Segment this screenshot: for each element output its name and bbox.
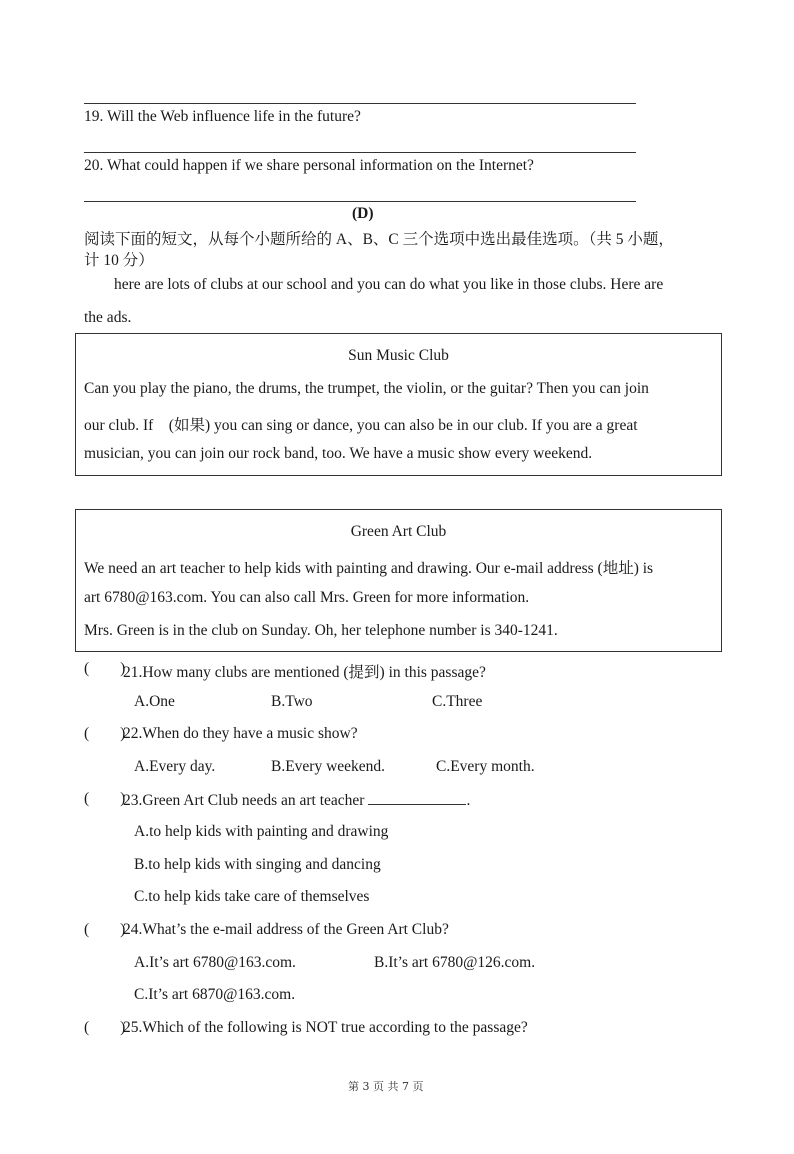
option-b[interactable]: B.Every weekend.: [271, 758, 386, 775]
page-number: 第 3 页 共 7 页: [348, 1080, 424, 1093]
option-c[interactable]: C.Every month.: [436, 758, 535, 775]
section-title: (D): [352, 205, 374, 222]
option-b[interactable]: B.It’s art 6780@126.com.: [374, 954, 536, 971]
option-b[interactable]: B.Two: [271, 693, 313, 710]
question-stem: 23.Green Art Club needs an art teacher: [123, 792, 365, 809]
answer-line[interactable]: [84, 152, 636, 153]
section-instruction: 阅读下面的短文，从每个小题所给的 A、B、C 三个选项中选出最佳选项。（共 5 小题，: [84, 231, 674, 248]
answer-bracket[interactable]: ( ): [84, 660, 126, 677]
question-stem: 22.When do they have a music show?: [123, 725, 358, 742]
music-club-ad: [75, 333, 722, 476]
question-stem: 25.Which of the following is NOT true according to the passage?: [123, 1019, 528, 1036]
passage-intro: here are lots of clubs at our school and you can do what you like in those clubs. Here are: [114, 276, 664, 293]
ad-line: our club. If (如果) you can sing or dance, you can also be in our club. If you are a great: [84, 417, 638, 434]
ad-line: art 6780@163.com. You can also call Mrs. Green for more information.: [84, 589, 530, 606]
answer-line[interactable]: [84, 201, 636, 202]
option-a[interactable]: A.One: [134, 693, 175, 710]
answer-bracket[interactable]: ( ): [84, 1019, 126, 1036]
question-stem: 21.How many clubs are mentioned (提到) in this passage?: [123, 664, 486, 681]
fill-in-blank[interactable]: [368, 790, 466, 805]
option-c[interactable]: C.to help kids take care of themselves: [134, 888, 370, 905]
ad-line: Mrs. Green is in the club on Sunday. Oh, her telephone number is 340-1241.: [84, 622, 558, 639]
ad-title: Green Art Club: [350, 523, 447, 540]
question-stem-wrap: [123, 790, 470, 810]
ad-line: Can you play the piano, the drums, the trumpet, the violin, or the guitar? Then you can join: [84, 380, 649, 397]
stem-end: .: [466, 792, 471, 809]
answer-bracket[interactable]: ( ): [84, 790, 126, 807]
question-19: 19. Will the Web influence life in the future?: [84, 108, 361, 125]
option-a[interactable]: A.It’s art 6780@163.com.: [134, 954, 296, 971]
answer-bracket[interactable]: ( ): [84, 725, 126, 742]
answer-bracket[interactable]: ( ): [84, 921, 126, 938]
option-b[interactable]: B.to help kids with singing and dancing: [134, 856, 381, 873]
answer-line[interactable]: [84, 103, 636, 104]
art-club-ad: [75, 509, 722, 652]
option-a[interactable]: A.Every day.: [134, 758, 216, 775]
section-instruction-cont: 计 10 分）: [84, 252, 154, 269]
ad-line: We need an art teacher to help kids with painting and drawing. Our e-mail address (地址) is: [84, 560, 654, 577]
ad-line: musician, you can join our rock band, too. We have a music show every weekend.: [84, 445, 593, 462]
ad-title: Sun Music Club: [348, 347, 449, 364]
question-20: 20. What could happen if we share personal information on the Internet?: [84, 157, 534, 174]
option-c[interactable]: C.It’s art 6870@163.com.: [134, 986, 296, 1003]
passage-intro-cont: the ads.: [84, 309, 132, 326]
option-a[interactable]: A.to help kids with painting and drawing: [134, 823, 389, 840]
option-c[interactable]: C.Three: [432, 693, 483, 710]
question-stem: 24.What’s the e-mail address of the Green Art Club?: [123, 921, 449, 938]
